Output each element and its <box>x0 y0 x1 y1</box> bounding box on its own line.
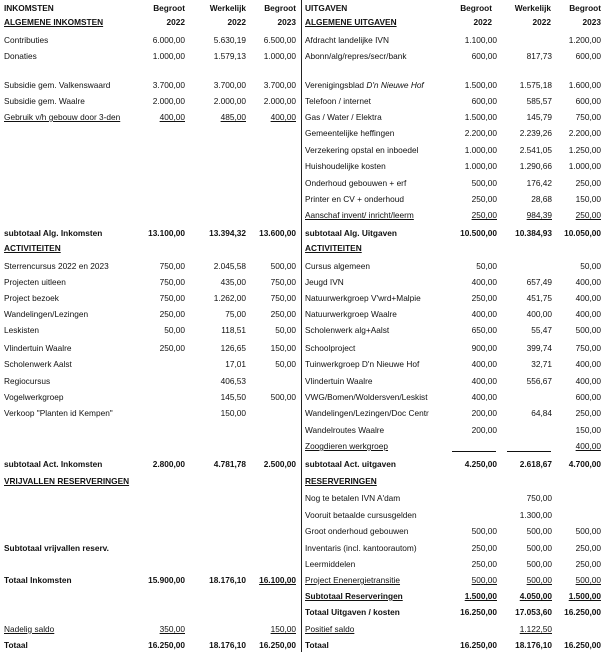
expense-act-w22: 399,74 <box>526 343 552 353</box>
expense-grand-total-b22: 16.250,00 <box>460 640 497 650</box>
expense-total-b22: 16.250,00 <box>460 607 497 617</box>
expense-row-w22: 1.290,66 <box>519 161 552 171</box>
income-grand-total-b22: 16.250,00 <box>148 640 185 650</box>
expense-row-label: Abonn/alg/repres/secr/bank <box>305 51 407 61</box>
income-grand-total-b23: 16.250,00 <box>259 640 296 650</box>
expense-grand-total-b23: 16.250,00 <box>564 640 601 650</box>
expense-row-label: Gas / Water / Elektra <box>305 112 382 122</box>
expense-row-b23: 600,00 <box>575 96 601 106</box>
expense-act-b23: 400,00 <box>575 277 601 287</box>
expense-row-b23: 1.600,00 <box>568 80 601 90</box>
expense-act-b22: 900,00 <box>471 343 497 353</box>
income-act-b22: 250,00 <box>159 309 185 319</box>
expense-row-w22: 817,73 <box>526 51 552 61</box>
expense-act-w22: 657,49 <box>526 277 552 287</box>
reserve-b22: 250,00 <box>471 543 497 553</box>
income-row-w22: 485,00 <box>220 112 246 122</box>
reserve-label: Leermiddelen <box>305 559 356 569</box>
expense-row-label: Gemeentelijke heffingen <box>305 128 395 138</box>
income-total-b22: 15.900,00 <box>148 575 185 585</box>
income-row-b22: 2.000,00 <box>152 96 185 106</box>
expense-row-b22: 250,00 <box>471 210 497 220</box>
expense-subtotal-b22: 10.500,00 <box>460 228 497 238</box>
column-divider <box>301 0 302 652</box>
income-row-w22: 3.700,00 <box>213 80 246 90</box>
income-subtotal-b22: 13.100,00 <box>148 228 185 238</box>
expense-act-b23: 500,00 <box>575 325 601 335</box>
income-col-budget22-year: 2022 <box>166 17 185 27</box>
reserve-b23: 500,00 <box>575 575 601 585</box>
income-row-b23: 3.700,00 <box>263 80 296 90</box>
income-act-label: Project bezoek <box>4 293 59 303</box>
expense-act-b23: 400,00 <box>575 376 601 386</box>
expense-row-b23: 1.000,00 <box>568 161 601 171</box>
expense-act-b23: 50,00 <box>580 261 601 271</box>
expense-act-label: Wandelroutes Waalre <box>305 425 385 435</box>
expense-act-label: Zoogdieren werkgroep <box>305 441 389 451</box>
income-act-w22: 406,53 <box>220 376 246 386</box>
reserve-w22: 500,00 <box>526 575 552 585</box>
expense-row-b22: 500,00 <box>471 178 497 188</box>
expense-row-b23: 150,00 <box>575 194 601 204</box>
income-act-b23: 750,00 <box>270 277 296 287</box>
expense-col-budget23: Begroot <box>569 3 601 13</box>
expense-row-label: Aanschaf invent/ inricht/leerm <box>305 210 414 220</box>
expense-row-label: Onderhoud gebouwen + erf <box>305 178 407 188</box>
income-act-b22: 750,00 <box>159 261 185 271</box>
income-act-b23: 50,00 <box>275 325 296 335</box>
income-subtotal2-b23: 2.500,00 <box>263 459 296 469</box>
income-row-label: Contributies <box>4 35 49 45</box>
expense-row-b23: 250,00 <box>575 178 601 188</box>
income-act-b22: 750,00 <box>159 277 185 287</box>
expense-row-b22: 1.100,00 <box>464 35 497 45</box>
income-act-label: Vlindertuin Waalre <box>4 343 72 353</box>
expense-row-b22: 1.500,00 <box>464 112 497 122</box>
expense-row-label: Afdracht landelijke IVN <box>305 35 389 45</box>
income-row-b22: 400,00 <box>159 112 185 122</box>
income-section-reserves: VRIJVALLEN RESERVERINGEN <box>4 476 130 486</box>
expense-act-label: Wandelingen/Lezingen/Doc Centr <box>305 408 429 418</box>
expense-total-w22: 17.053,60 <box>515 607 552 617</box>
underline-rule <box>507 451 551 452</box>
reserve-b23: 250,00 <box>575 559 601 569</box>
reserve-label: Inventaris (incl. kantoorautom) <box>305 543 417 553</box>
expense-grand-total-label: Totaal <box>305 640 329 650</box>
expense-col-actual22-year: 2022 <box>532 17 551 27</box>
income-act-label: Wandelingen/Lezingen <box>4 309 89 319</box>
reserve-b23: 250,00 <box>575 543 601 553</box>
income-row-label: Donaties <box>4 51 37 61</box>
expense-subtotal2-w22: 2.618,67 <box>519 459 552 469</box>
expense-act-w22: 32,71 <box>531 359 552 369</box>
income-row-b22: 3.700,00 <box>152 80 185 90</box>
expense-col-budget22-year: 2022 <box>473 17 492 27</box>
income-subtotal-activities: subtotaal Act. Inkomsten <box>4 459 103 469</box>
expense-act-b22: 400,00 <box>471 277 497 287</box>
income-section-general: ALGEMENE INKOMSTEN <box>4 17 104 27</box>
income-grand-total-label: Totaal <box>4 640 28 650</box>
expense-section-reserves: RESERVERINGEN <box>305 476 377 486</box>
expense-act-b22: 200,00 <box>471 408 497 418</box>
expense-act-b22: 650,00 <box>471 325 497 335</box>
expense-col-actual22: Werkelijk <box>514 3 551 13</box>
expense-act-w22: 556,67 <box>526 376 552 386</box>
expense-section-general: ALGEMENE UITGAVEN <box>305 17 397 27</box>
expense-act-b22: 400,00 <box>471 392 497 402</box>
expense-act-b22: 400,00 <box>471 309 497 319</box>
expense-row-b22: 250,00 <box>471 194 497 204</box>
deficit-b23: 150,00 <box>270 624 296 634</box>
income-act-w22: 145,50 <box>220 392 246 402</box>
expense-act-w22: 64,84 <box>531 408 552 418</box>
income-act-b23: 50,00 <box>275 359 296 369</box>
income-row-label: Gebruik v/h gebouw door 3-den <box>4 112 121 122</box>
expense-act-label: Natuurwerkgroep V'wrd+Malpie <box>305 293 421 303</box>
reserve-b23: 500,00 <box>575 526 601 536</box>
income-act-label: Scholenwerk Aalst <box>4 359 72 369</box>
expense-subtotal-w22: 10.384,93 <box>515 228 552 238</box>
expense-row-b22: 1.000,00 <box>464 161 497 171</box>
income-act-label: Regiocursus <box>4 376 51 386</box>
expense-row-b23: 1.250,00 <box>568 145 601 155</box>
expense-act-b22: 250,00 <box>471 293 497 303</box>
expense-subtotal2-b23: 4.700,00 <box>568 459 601 469</box>
income-col-actual22-year: 2022 <box>227 17 246 27</box>
reserve-subtotal-label: Subtotaal Reserveringen <box>305 591 403 601</box>
income-row-label: Subsidie gem. Valkenswaard <box>4 80 111 90</box>
expense-act-label: Scholenwerk alg+Aalst <box>305 325 390 335</box>
income-act-b23: 250,00 <box>270 309 296 319</box>
expense-act-label: Cursus algemeen <box>305 261 371 271</box>
expense-row-label: Huishoudelijke kosten <box>305 161 386 171</box>
expense-subtotal-b23: 10.050,00 <box>564 228 601 238</box>
expense-act-b23: 150,00 <box>575 425 601 435</box>
expense-row-w22: 1.575,18 <box>519 80 552 90</box>
income-act-label: Projecten uitleen <box>4 277 66 287</box>
expense-total-b23: 16.250,00 <box>564 607 601 617</box>
income-row-b23: 6.500,00 <box>263 35 296 45</box>
expense-act-label: Natuurwerkgroep Waalre <box>305 309 397 319</box>
expense-act-b22: 50,00 <box>476 261 497 271</box>
expense-row-b22: 600,00 <box>471 96 497 106</box>
expense-subtotal2-b22: 4.250,00 <box>464 459 497 469</box>
income-subtotal2-w22: 4.781,78 <box>213 459 246 469</box>
reserve-w22: 500,00 <box>526 559 552 569</box>
reserve-label: Project Enenergietransitie <box>305 575 401 585</box>
expense-total-label: Totaal Uitgaven / kosten <box>305 607 400 617</box>
income-act-b23: 500,00 <box>270 261 296 271</box>
income-row-b22: 6.000,00 <box>152 35 185 45</box>
income-row-label: Subsidie gem. Waalre <box>4 96 85 106</box>
expense-row-label: Printer en CV + onderhoud <box>305 194 404 204</box>
income-title: INKOMSTEN <box>4 3 54 13</box>
expense-section-activities: ACTIVITEITEN <box>305 243 362 253</box>
expense-act-w22: 451,75 <box>526 293 552 303</box>
expense-row-w22: 585,57 <box>526 96 552 106</box>
deficit-label: Nadelig saldo <box>4 624 55 634</box>
income-col-budget22: Begroot <box>153 3 185 13</box>
reserve-subtotal-b22: 1.500,00 <box>464 591 497 601</box>
reserve-w22: 750,00 <box>526 493 552 503</box>
expense-act-b22: 400,00 <box>471 359 497 369</box>
income-act-b23: 150,00 <box>270 343 296 353</box>
reserve-w22: 500,00 <box>526 543 552 553</box>
income-subtotal-w22: 13.394,32 <box>209 228 246 238</box>
expense-row-b23: 250,00 <box>575 210 601 220</box>
expense-act-b23: 400,00 <box>575 293 601 303</box>
income-section-activities: ACTIVITEITEN <box>4 243 61 253</box>
expense-row-b23: 1.200,00 <box>568 35 601 45</box>
reserve-label: Groot onderhoud gebouwen <box>305 526 409 536</box>
expense-act-b23: 400,00 <box>575 359 601 369</box>
income-subtotal-reserves: Subtotaal vrijvallen reserv. <box>4 543 109 553</box>
expense-col-budget23-year: 2023 <box>582 17 601 27</box>
expense-row-w22: 2.541,05 <box>519 145 552 155</box>
income-act-w22: 2.045,58 <box>213 261 246 271</box>
income-row-b23: 400,00 <box>270 112 296 122</box>
income-col-budget23-year: 2023 <box>277 17 296 27</box>
reserve-subtotal-w22: 4.050,00 <box>519 591 552 601</box>
expense-row-w22: 176,42 <box>526 178 552 188</box>
expense-row-w22: 28,68 <box>531 194 552 204</box>
expense-row-b22: 1.000,00 <box>464 145 497 155</box>
income-row-b23: 1.000,00 <box>263 51 296 61</box>
expense-row-b22: 1.500,00 <box>464 80 497 90</box>
expense-col-budget22: Begroot <box>460 3 492 13</box>
income-act-w22: 118,51 <box>221 325 246 335</box>
expense-act-w22: 55,47 <box>531 325 552 335</box>
reserve-label: Nog te betalen IVN A'dam <box>305 493 401 503</box>
deficit-b22: 350,00 <box>159 624 185 634</box>
reserve-label: Vooruit betaalde cursusgelden <box>305 510 417 520</box>
expense-act-w22: 400,00 <box>526 309 552 319</box>
underline-rule <box>452 451 496 452</box>
expense-row-label: Verenigingsblad D'n Nieuwe Hof <box>305 80 424 90</box>
expense-row-b23: 600,00 <box>575 51 601 61</box>
expense-act-label: Jeugd IVN <box>305 277 344 287</box>
reserve-subtotal-b23: 1.500,00 <box>568 591 601 601</box>
surplus-w22: 1.122,50 <box>519 624 552 634</box>
reserve-b22: 500,00 <box>471 526 497 536</box>
expense-subtotal-general: subtotaal Alg. Uitgaven <box>305 228 397 238</box>
surplus-label: Positief saldo <box>305 624 355 634</box>
expense-row-b22: 2.200,00 <box>464 128 497 138</box>
expense-act-label: Tuinwerkgroep D'n Nieuwe Hof <box>305 359 420 369</box>
income-act-label: Verkoop "Planten id Kempen" <box>4 408 113 418</box>
income-act-w22: 75,00 <box>225 309 246 319</box>
expense-act-label: VWG/Bomen/Woldersven/Leskist <box>305 392 428 402</box>
expense-row-w22: 145,79 <box>526 112 552 122</box>
expense-row-label: Verzekering opstal en inboedel <box>305 145 419 155</box>
income-col-budget23: Begroot <box>264 3 296 13</box>
expense-row-w22: 2.239,26 <box>519 128 552 138</box>
income-row-b23: 2.000,00 <box>263 96 296 106</box>
income-grand-total-w22: 18.176,10 <box>209 640 246 650</box>
expense-act-b23: 250,00 <box>575 408 601 418</box>
income-total-label: Totaal Inkomsten <box>4 575 72 585</box>
expense-row-b23: 750,00 <box>575 112 601 122</box>
income-act-label: Sterrencursus 2022 en 2023 <box>4 261 109 271</box>
income-act-b22: 50,00 <box>164 325 185 335</box>
reserve-b22: 250,00 <box>471 559 497 569</box>
income-act-label: Vogelwerkgroep <box>4 392 64 402</box>
expense-row-w22: 984,39 <box>526 210 552 220</box>
expense-row-b22: 600,00 <box>471 51 497 61</box>
income-subtotal2-b22: 2.800,00 <box>152 459 185 469</box>
expense-title: UITGAVEN <box>305 3 348 13</box>
reserve-w22: 1.300,00 <box>519 510 552 520</box>
expense-grand-total-w22: 18.176,10 <box>515 640 552 650</box>
income-row-w22: 2.000,00 <box>213 96 246 106</box>
income-total-b23: 16.100,00 <box>259 575 296 585</box>
income-act-w22: 150,00 <box>220 408 246 418</box>
expense-row-b23: 2.200,00 <box>568 128 601 138</box>
income-row-w22: 1.579,13 <box>213 51 246 61</box>
income-total-w22: 18.176,10 <box>209 575 246 585</box>
magazine-title: D'n Nieuwe Hof <box>366 80 424 90</box>
income-act-b22: 750,00 <box>159 293 185 303</box>
income-act-label: Leskisten <box>4 325 40 335</box>
income-act-w22: 1.262,00 <box>213 293 246 303</box>
income-act-b23: 750,00 <box>270 293 296 303</box>
income-act-w22: 126,65 <box>220 343 246 353</box>
expense-act-b23: 400,00 <box>575 441 601 451</box>
income-act-b22: 250,00 <box>159 343 185 353</box>
expense-row-label: Telefoon / internet <box>305 96 371 106</box>
reserve-w22: 500,00 <box>526 526 552 536</box>
expense-act-b23: 750,00 <box>575 343 601 353</box>
income-act-b23: 500,00 <box>270 392 296 402</box>
expense-act-label: Schoolproject <box>305 343 356 353</box>
income-subtotal-b23: 13.600,00 <box>259 228 296 238</box>
income-row-w22: 5.630,19 <box>213 35 246 45</box>
income-act-w22: 17,01 <box>225 359 246 369</box>
income-col-actual22: Werkelijk <box>209 3 246 13</box>
reserve-b22: 500,00 <box>471 575 497 585</box>
income-row-b22: 1.000,00 <box>152 51 185 61</box>
expense-act-b22: 200,00 <box>471 425 497 435</box>
expense-act-b23: 600,00 <box>575 392 601 402</box>
income-act-w22: 435,00 <box>220 277 246 287</box>
expense-act-b23: 400,00 <box>575 309 601 319</box>
expense-subtotal-activities: subtotaal Act. uitgaven <box>305 459 396 469</box>
expense-act-label: Vlindertuin Waalre <box>305 376 373 386</box>
expense-act-b22: 400,00 <box>471 376 497 386</box>
income-subtotal-general: subtotaal Alg. Inkomsten <box>4 228 103 238</box>
